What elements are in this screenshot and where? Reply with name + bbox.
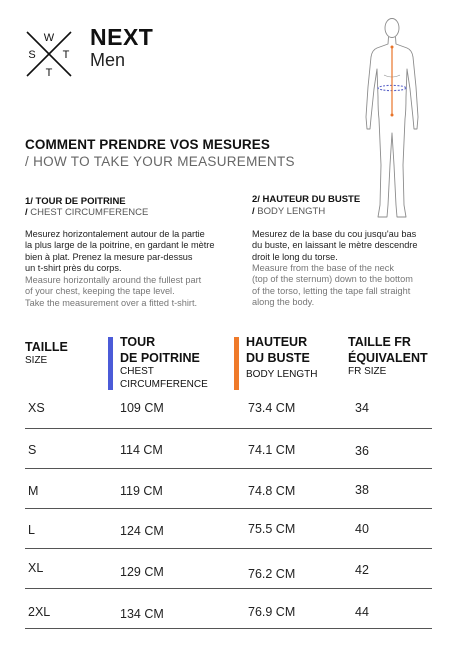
heading-en: / HOW TO TAKE YOUR MEASUREMENTS — [25, 154, 295, 169]
brand-logo-icon — [24, 29, 74, 79]
body-color-bar — [234, 337, 239, 390]
col-fr-size-header: TAILLE FR ÉQUIVALENT — [348, 335, 428, 365]
cell-size: M — [28, 484, 39, 498]
cell-body: 75.5 CM — [248, 522, 296, 536]
col-fr-size-header-en: FR SIZE — [348, 366, 387, 377]
logo-letter-top: W — [43, 32, 55, 44]
cell-body: 74.1 CM — [248, 443, 296, 457]
table-row — [25, 509, 432, 549]
cell-size: 2XL — [28, 605, 51, 619]
cell-size: S — [28, 443, 37, 457]
cell-chest: 114 CM — [120, 443, 163, 457]
cell-chest: 109 CM — [120, 401, 164, 415]
cell-body: 76.9 CM — [248, 605, 296, 619]
cell-body: 74.8 CM — [248, 484, 296, 498]
cell-fr-size: 34 — [355, 401, 369, 415]
heading-fr: COMMENT PRENDRE VOS MESURES — [25, 137, 270, 152]
section-chest-text-fr: Mesurez horizontalement autour de la partie la plus large de la poitrine, en gardant le mètre bien à plat. Prenez la mesure par-dessus un t-shirt près du corps. — [25, 229, 215, 273]
col-chest-header-en: CHEST CIRCUMFERENCE — [120, 366, 208, 390]
col-size-header: TAILLE — [25, 340, 68, 354]
chest-color-bar — [108, 337, 113, 390]
section-body-subtitle — [252, 206, 325, 217]
table-row — [25, 469, 432, 509]
col-body-header-en: BODY LENGTH — [246, 369, 318, 380]
cell-body: 76.2 CM — [248, 567, 296, 581]
cell-fr-size: 40 — [355, 522, 369, 536]
cell-fr-size: 42 — [355, 563, 369, 577]
row-divider — [25, 628, 432, 629]
table-row — [25, 429, 432, 469]
cell-chest: 134 CM — [120, 607, 164, 621]
cell-fr-size: 38 — [355, 483, 369, 497]
section-chest-text-en: Measure horizontally around the fullest part of your chest, keeping the tape level. Take the measurement over a fitted t-shirt. — [25, 275, 202, 308]
section-chest-subtitle-text: CHEST CIRCUMFERENCE — [27, 207, 149, 218]
brand-subtitle: Men — [90, 50, 126, 70]
cell-body: 73.4 CM — [248, 401, 296, 415]
cell-chest: 119 CM — [120, 484, 163, 498]
col-chest-header: TOUR DE POITRINE — [120, 335, 200, 365]
section-chest-slash: / — [25, 207, 28, 218]
cell-chest: 124 CM — [120, 524, 164, 538]
section-chest-title: 1/ TOUR DE POITRINE — [25, 196, 126, 207]
col-body-header: HAUTEUR DU BUSTE — [246, 335, 310, 365]
cell-size: XS — [28, 401, 45, 415]
section-body-slash: / — [252, 206, 255, 217]
cell-fr-size: 36 — [355, 444, 369, 458]
body-measurement-figure-icon — [362, 15, 422, 230]
cell-chest: 129 CM — [120, 565, 164, 579]
logo-letter-left: S — [28, 49, 36, 61]
col-size-header-en: SIZE — [25, 355, 48, 366]
cell-fr-size: 44 — [355, 605, 369, 619]
table-row — [25, 589, 432, 629]
section-body-text-fr: Mesurez de la base du cou jusqu'au bas du buste, en laissant le mètre descendre droit le long du torse. — [252, 229, 418, 262]
table-row — [25, 549, 432, 589]
section-chest-subtitle — [25, 207, 148, 218]
section-body-text-en: Measure from the base of the neck (top of the sternum) down to the bottom of the torso, letting the tape fall straight along the body. — [252, 263, 413, 307]
logo-letter-right: T — [62, 49, 70, 61]
section-body-subtitle-text: BODY LENGTH — [254, 206, 326, 217]
cell-size: L — [28, 523, 35, 537]
brand-title: NEXT — [90, 24, 154, 50]
logo-letter-bottom: T — [45, 67, 53, 79]
cell-size: XL — [28, 561, 44, 575]
section-body-title: 2/ HAUTEUR DU BUSTE — [252, 194, 361, 205]
table-row — [25, 389, 432, 429]
